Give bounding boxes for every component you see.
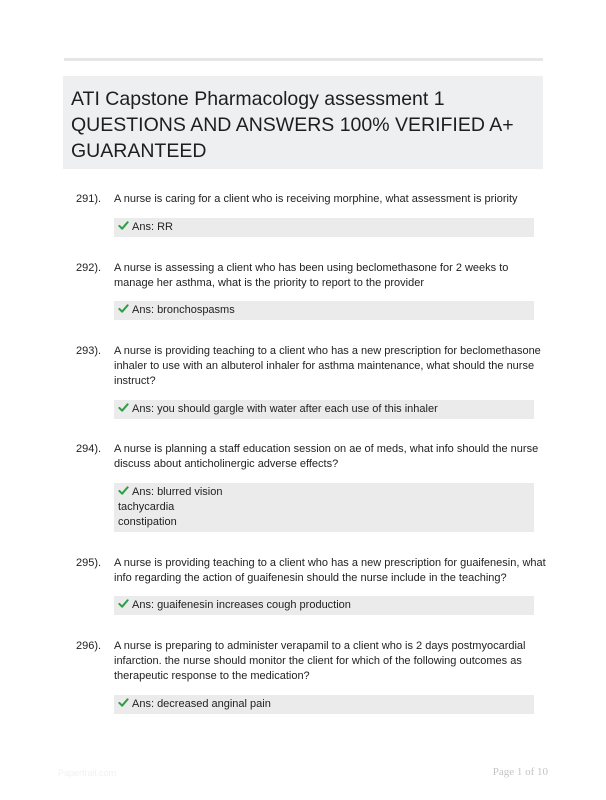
answer-line: tachycardia <box>118 501 175 513</box>
question-text-line: manage her asthma, what is the priority to report to the provider <box>114 277 424 289</box>
answer-box <box>114 218 534 237</box>
answer-box <box>114 596 534 615</box>
answer-text: Ans: blurred vision <box>132 486 223 498</box>
question-text-line: inhaler to use with an albuterol inhaler for asthma maintenance, what should the nurse <box>114 360 535 372</box>
answer-line <box>118 598 530 613</box>
answer-line <box>118 303 530 318</box>
question-text <box>114 344 541 389</box>
answer-line <box>118 485 530 500</box>
title-line-3: GUARANTEED <box>71 140 207 162</box>
answer-line: constipation <box>118 516 177 528</box>
question-text-line: instruct? <box>114 375 156 387</box>
question-text-line: A nurse is planning a staff education session on ae of meds, what info should the nurse <box>114 443 539 455</box>
top-divider <box>64 58 543 61</box>
answer-text: Ans: you should gargle with water after each use of this inhaler <box>132 403 438 415</box>
answer-text: Ans: RR <box>132 221 173 233</box>
question-text <box>114 261 538 291</box>
check-icon <box>118 697 129 708</box>
question-number: 296). <box>76 640 102 652</box>
page-title <box>71 86 535 164</box>
question-number: 294). <box>76 443 102 455</box>
title-banner <box>63 76 543 169</box>
question-text-line: A nurse is providing teaching to a client who has a new prescription for guaifenesin, what <box>114 557 546 569</box>
question-number: 295). <box>76 557 102 569</box>
check-icon <box>118 598 129 609</box>
answer-line <box>118 220 530 235</box>
question-text-line: A nurse is caring for a client who is receiving morphine, what assessment is priority <box>114 193 518 205</box>
question-text <box>114 639 538 684</box>
question-text <box>114 192 538 207</box>
answer-box <box>114 695 534 714</box>
answer-text: Ans: bronchospasms <box>132 304 235 316</box>
answer-text: Ans: decreased anginal pain <box>132 698 271 710</box>
title-line-2: QUESTIONS AND ANSWERS 100% VERIFIED A+ <box>71 114 514 136</box>
answer-line <box>118 402 530 417</box>
answer-box <box>114 400 534 419</box>
question-number: 293). <box>76 345 102 357</box>
question-text-line: A nurse is assessing a client who has been using beclomethasone for 2 weeks to <box>114 262 509 274</box>
question-text-line: A nurse is preparing to administer verapamil to a client who is 2 days postmyocardial <box>114 640 526 652</box>
question-number: 291). <box>76 193 102 205</box>
check-icon <box>118 402 129 413</box>
answer-text: Ans: guaifenesin increases cough production <box>132 599 351 611</box>
footer-watermark: Papertrail.com <box>58 768 117 778</box>
page-indicator: Page 1 of 10 <box>492 766 548 778</box>
answer-box <box>114 483 534 532</box>
question-number: 292). <box>76 262 102 274</box>
answer-line <box>118 697 530 712</box>
question-text-line: therapeutic response to the medication? <box>114 670 310 682</box>
question-text-line: info regarding the action of guaifenesin should the nurse include in the teaching? <box>114 572 507 584</box>
check-icon <box>118 303 129 314</box>
check-icon <box>118 220 129 231</box>
question-text-line: A nurse is providing teaching to a client who has a new prescription for beclomethasone <box>114 345 541 357</box>
question-text <box>114 442 538 472</box>
question-text-line: infarction. the nurse should monitor the client for which of the following outcomes as <box>114 655 522 667</box>
title-line-1: ATI Capstone Pharmacology assessment 1 <box>71 88 445 110</box>
question-text-line: discuss about anticholinergic adverse effects? <box>114 458 339 470</box>
answer-box <box>114 301 534 320</box>
question-text <box>114 556 546 586</box>
check-icon <box>118 485 129 496</box>
